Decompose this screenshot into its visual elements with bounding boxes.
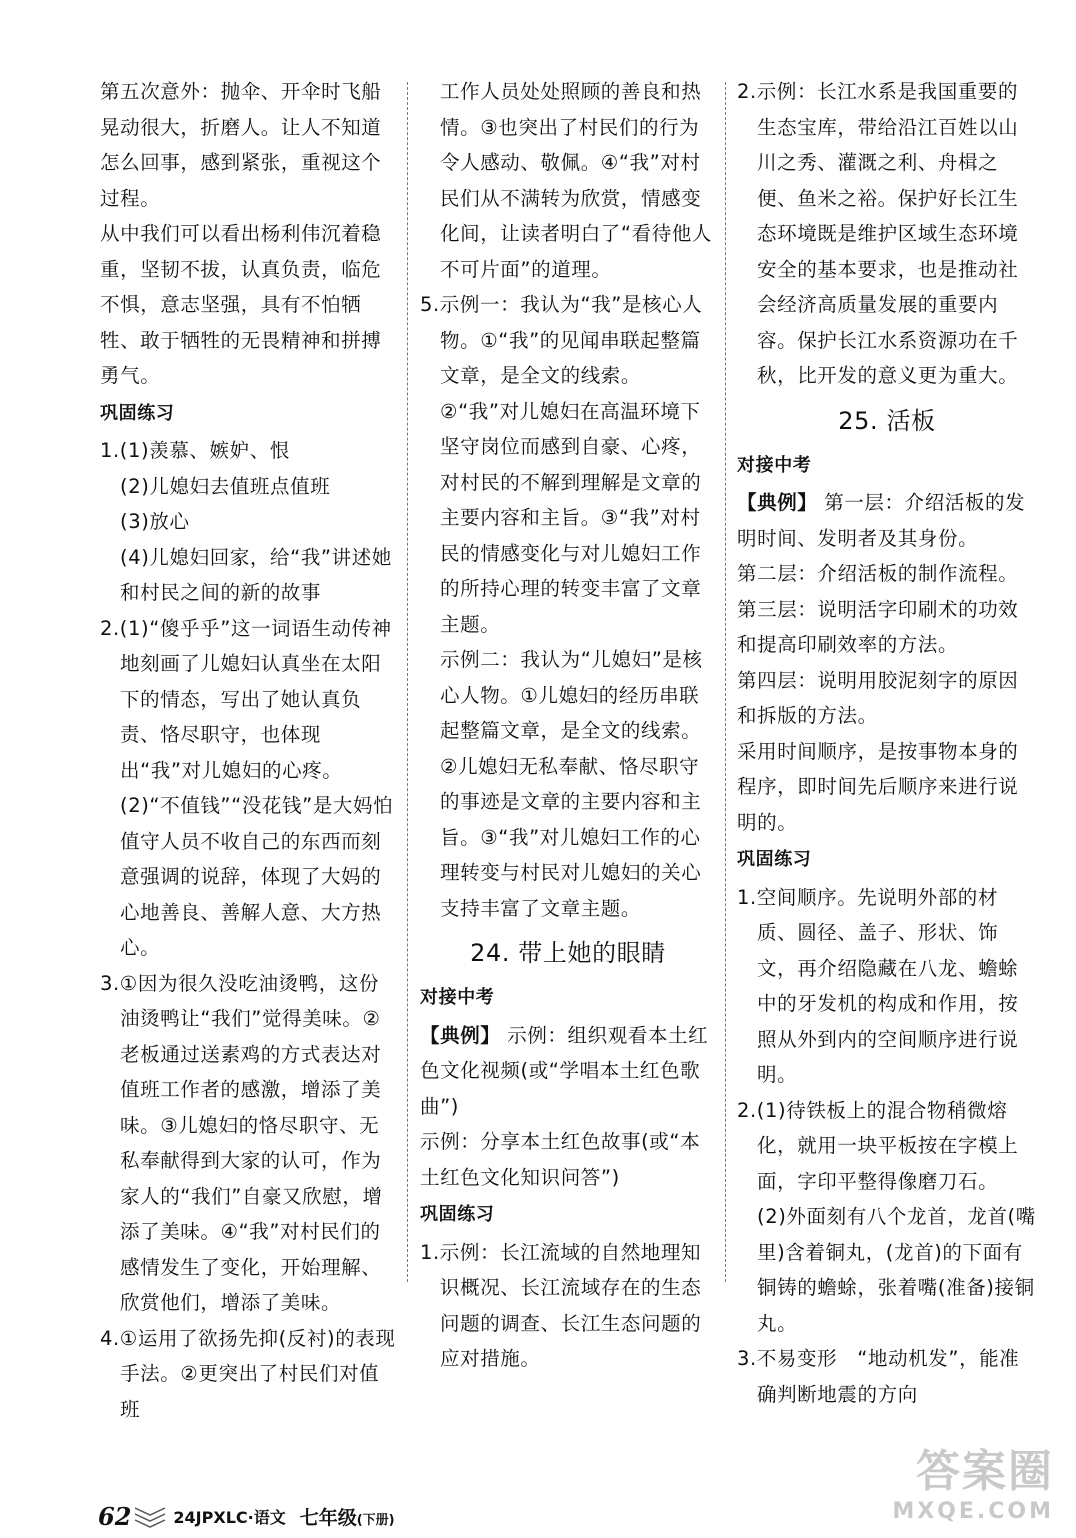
answer-item: (2)儿媳妇去值班点值班 [120, 474, 331, 498]
answer-item: 2.示例：长江水系是我国重要的生态宝库，带给沿江百姓以山川之秀、灌溉之利、舟楫之便、鱼米之裕。保护好长江生态环境既是维护区域生态环境安全的基本要求，也是推动社会经济高质量发展的重要内容。保护长江水系资源功在千秋，比开发的意义更为重大。 [737, 80, 1019, 387]
paragraph: 示例：分享本土红色故事(或“本土红色文化知识问答”) [420, 1130, 701, 1189]
chevron-lines-icon [133, 1504, 167, 1528]
volume-text: (下册) [356, 1512, 395, 1528]
paragraph: 第二层：介绍活板的制作流程。 [737, 562, 1019, 585]
column-middle [420, 74, 716, 1377]
paragraph: 从中我们可以看出杨利伟沉着稳重，坚韧不拔，认真负责，临危不惧，意志坚强，具有不怕牺牲、敢于牺牲的无畏精神和拼搏勇气。 [100, 222, 382, 387]
paragraph: 工作人员处处照顾的善良和热情。③也突出了村民们的行为令人感动、敬佩。④“我”对村民们从不满转为欣赏，情感变化间，让读者明白了“看待他人不可片面”的道理。 [440, 80, 713, 281]
answer-item: 1.空间顺序。先说明外部的材质、圆径、盖子、形状、饰文，再介绍隐藏在八龙、蟾蜍中的牙发机的构成和作用，按照从外到内的空间顺序进行说明。 [737, 885, 1019, 1086]
section-heading: 巩固练习 [737, 849, 812, 870]
watermark-url: MXQE.COM [892, 1499, 1054, 1524]
paragraph: 第三层：说明活字印刷术的功效和提高印刷效率的方法。 [737, 597, 1019, 656]
answer-item: 5.示例一：我认为“我”是核心人物。①“我”的见闻串联起整篇文章，是全文的线索。②“我”对儿媳妇在高温环境下坚守岗位而感到自豪、心疼，对村民的不解到理解是文章的主要内容和主旨。③“我”对村民的情感变化与对儿媳妇工作的所持心理的转变丰富了文章主题。 [420, 293, 703, 636]
lesson-title: 25. 活板 [838, 406, 936, 435]
example-text: 第一层：介绍活板的发明时间、发明者及其身份。 [737, 491, 1026, 550]
answer-item: (2)外面刻有八个龙首，龙首(嘴里)含着铜丸，(龙首)的下面有铜铸的蟾蜍，张着嘴(准备)接铜丸。 [757, 1205, 1036, 1335]
answer-item: 3.不易变形 “地动机发”，能准确判断地震的方向 [737, 1347, 1020, 1406]
example-paragraph [420, 1018, 716, 1125]
section-heading: 巩固练习 [100, 402, 175, 424]
paragraph: 采用时间顺序，是按事物本身的程序，即时间先后顺序来进行说明的。 [737, 739, 1019, 834]
lesson-title: 24. 带上她的眼睛 [470, 939, 666, 967]
column-right [737, 74, 1037, 1412]
example-paragraph [737, 485, 1037, 556]
answer-item: 1.示例：长江流域的自然地理知识概况、长江流域存在的生态问题的调查、长江生态问题的应对措施。 [420, 1240, 702, 1370]
paragraph: 第五次意外：抛伞、开伞时飞船晃动很大，折磨人。让人不知道怎么回事，感到紧张，重视这个过程。 [100, 80, 382, 210]
column-divider [407, 82, 408, 1282]
example-tag: 【典例】 [420, 1023, 501, 1047]
answer-item: (3)放心 [120, 510, 190, 533]
section-heading: 巩固练习 [420, 1204, 495, 1225]
answer-item: (4)儿媳妇回家，给“我”讲述她和村民之间的新的故事 [120, 545, 392, 604]
paragraph: 第四层：说明用胶泥刻字的原因和拆版的方法。 [737, 668, 1019, 727]
section-heading: 对接中考 [420, 987, 495, 1008]
answer-item: 3.①因为很久没吃油烫鸭，这份油烫鸭让“我们”觉得美味。②老板通过送素鸡的方式表达对值班工作者的感激，增添了美味。③儿媳妇的恪尽职守、无私奉献得到大家的认可，作为家人的“我们”自豪又欣慰，增添了美味。④“我”对村民们的感情发生了变化，开始理解、欣赏他们，增添了美味。 [100, 971, 383, 1314]
book-code: 24JPXLC·语文 [173, 1507, 286, 1527]
watermark-logo [844, 1404, 1054, 1524]
grade-text: 七年级 [299, 1506, 357, 1529]
answer-item: (2)“不值钱”“没花钱”是大妈怕值守人员不收自己的东西而刻意强调的说辞，体现了大妈的心地善良、善解人意、大方热心。 [120, 794, 394, 959]
answer-item: 示例二：我认为“儿媳妇”是核心人物。①儿媳妇的经历串联起整篇文章，是全文的线索。②儿媳妇无私奉献、恪尽职守的事迹是文章的主要内容和主旨。③“我”对儿媳妇工作的心理转变与村民对儿媳妇的关心支持丰富了文章主题。 [440, 648, 703, 920]
grade-label [300, 1503, 395, 1530]
column-left [100, 74, 396, 1427]
answer-item: 4.①运用了欲扬先抑(反衬)的表现手法。②更突出了村民们对值班 [100, 1326, 396, 1421]
page-footer [98, 1494, 395, 1538]
answer-item: 2.(1)待铁板上的混合物稍微熔化，就用一块平板按在字模上面，字印平整得像磨刀石。 [737, 1098, 1019, 1193]
answer-item: 1.(1)羡慕、嫉妒、恨 [100, 439, 290, 462]
watermark-text: 答案圈 [916, 1446, 1054, 1497]
example-text: 示例：组织观看本土红色文化视频(或“学唱本土红色歌曲”) [420, 1023, 709, 1118]
page-number: 62 [98, 1501, 132, 1531]
column-divider [725, 82, 726, 1282]
section-heading: 对接中考 [737, 454, 812, 476]
answer-item: 2.(1)“傻乎乎”这一词语生动传神地刻画了儿媳妇认真坐在太阳下的情态，写出了她认真负责、恪尽职守，也体现出“我”对儿媳妇的心疼。 [100, 616, 392, 782]
example-tag: 【典例】 [737, 491, 818, 514]
